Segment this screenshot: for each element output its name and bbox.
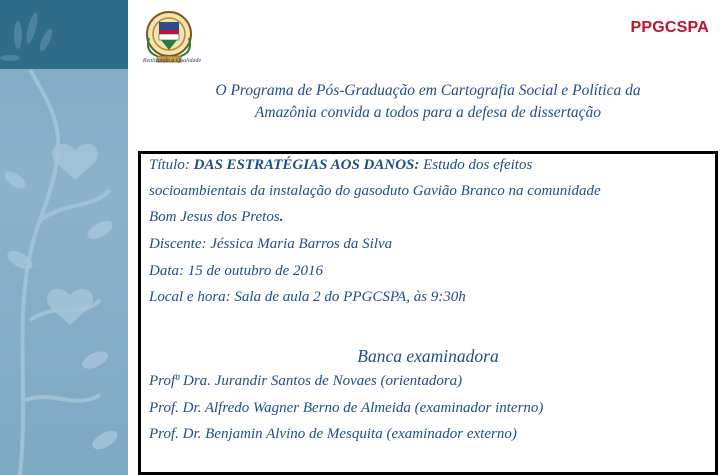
invitation-line-1: O Programa de Pós-Graduação em Cartografia Social e Política da (215, 82, 641, 99)
student-label: Discente (149, 236, 202, 252)
title-rest: Estudo dos efeitos (419, 157, 533, 173)
invitation-line-2: Amazônia convida a todos para a defesa de dissertação (254, 104, 602, 121)
university-seal-icon (143, 8, 195, 64)
board-heading: Banca examinadora (357, 346, 499, 366)
title-separator: : (184, 157, 194, 173)
board-member: Profª Dra. Jurandir Santos de Novaes (orientadora) (149, 373, 463, 389)
title-end-period: . (279, 209, 284, 225)
title-label: Título (149, 157, 185, 173)
student-separator: : (201, 236, 211, 252)
place-label: Local e hora (149, 289, 226, 305)
title-row (149, 157, 532, 174)
title-line-3 (149, 209, 283, 226)
program-acronym: PPGCSPA (630, 19, 709, 36)
place-separator: : (225, 289, 235, 305)
date-label: Data (149, 263, 179, 279)
title-line-3-text: Bom Jesus dos Pretos (149, 209, 280, 225)
place-row (149, 289, 466, 306)
student-name: Jéssica Maria Barros da Silva (210, 236, 393, 252)
student-row (149, 236, 392, 253)
place-value: Sala de aula 2 do PPGCSPA, às 9:30h (234, 289, 466, 305)
sidebar-divider (128, 0, 138, 475)
logo-caption: Realizando a Qualidade (142, 58, 202, 64)
date-separator: : (179, 263, 188, 279)
invitation-text (138, 80, 718, 124)
title-line-2: socioambientais da instalação do gasoduto Gavião Branco na comunidade (149, 183, 601, 199)
defense-details-box (138, 151, 718, 475)
board-member: Prof. Dr. Alfredo Wagner Berno de Almeida (examinador interno) (149, 400, 544, 416)
date-value: 15 de outubro de 2016 (187, 263, 324, 279)
floral-ornament-icon (0, 0, 128, 475)
board-member: Prof. Dr. Benjamin Alvino de Mesquita (examinador externo) (149, 426, 517, 442)
title-bold: DAS ESTRATÉGIAS AOS DANOS: (193, 157, 420, 173)
date-row (149, 263, 323, 280)
